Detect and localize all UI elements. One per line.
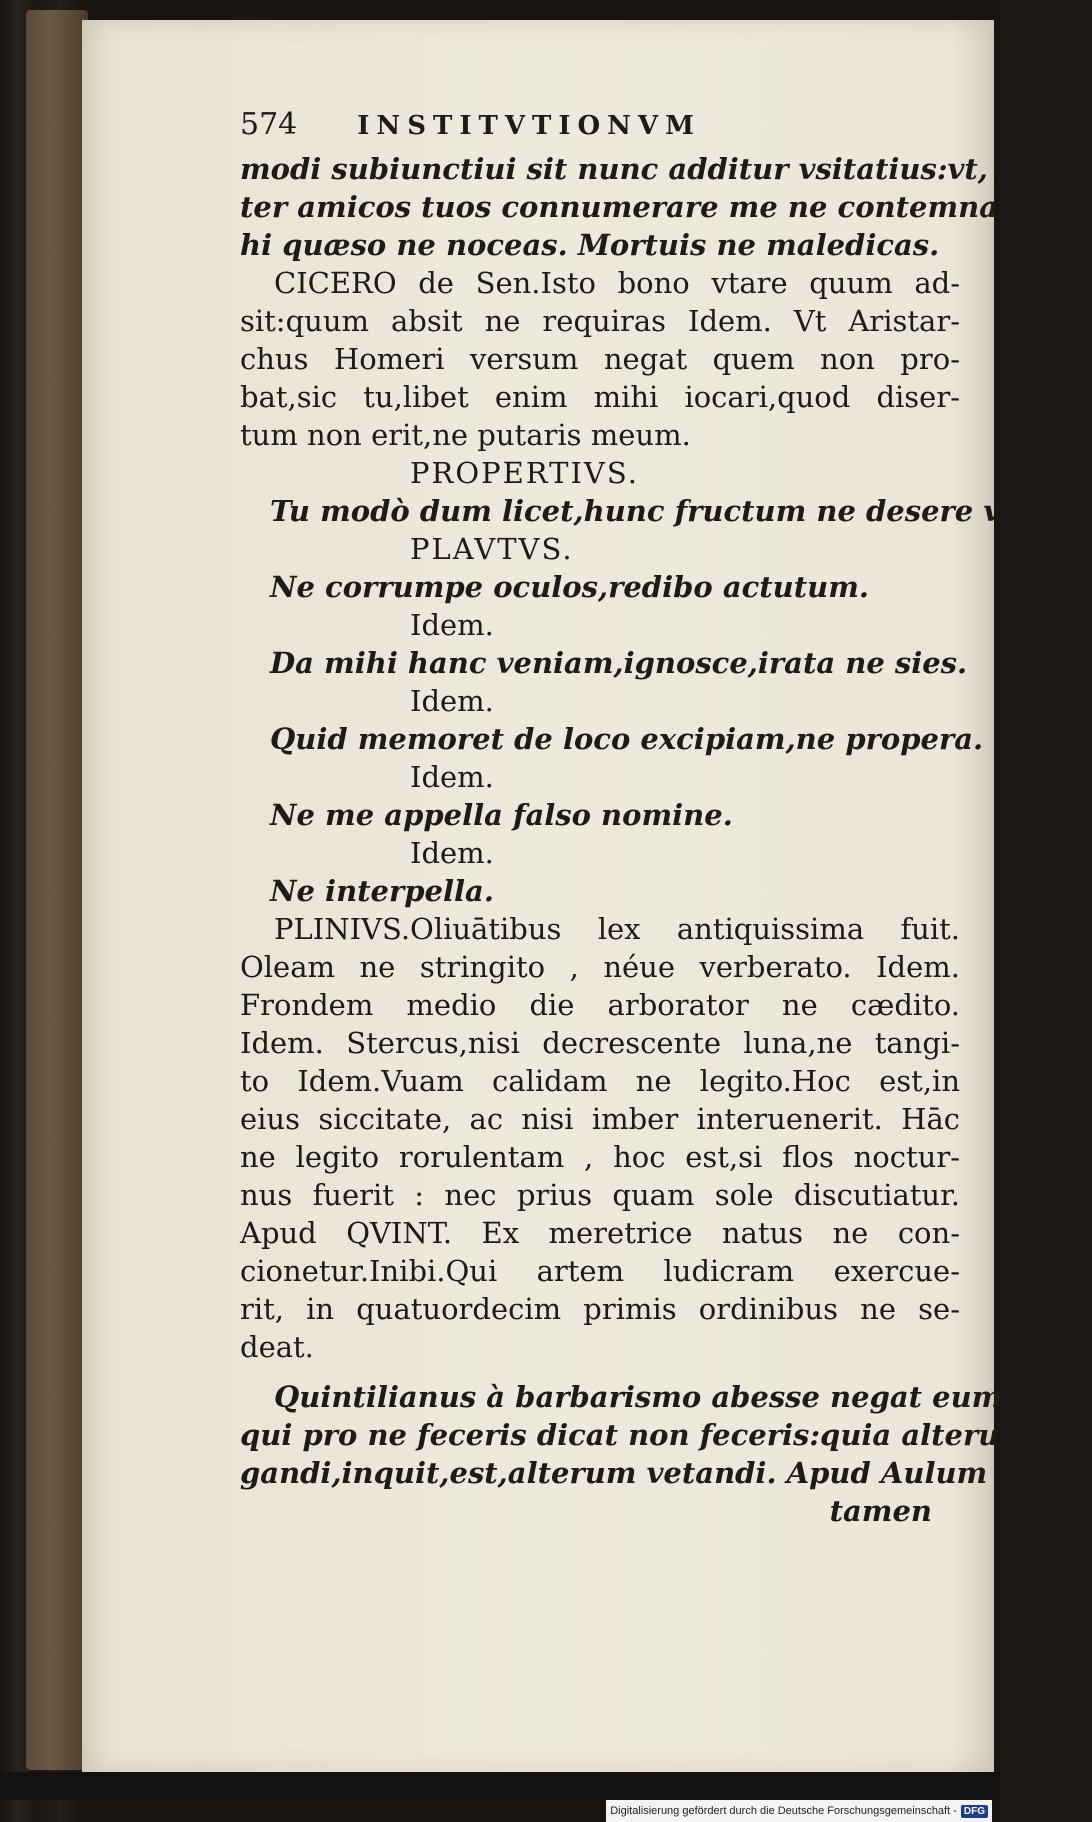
digitization-credit [606,1800,992,1822]
text-line: bat,sic tu,libet enim mihi iocari,quod diser- [240,380,960,414]
text-line: sit:quum absit ne requiras Idem. Vt Aristar- [240,304,960,338]
text-line: Idem. [410,836,494,870]
text-line: tum non erit,ne putaris meum. [240,418,691,452]
text-line: Quintilianus à barbarismo abesse negat eum [274,1380,1003,1414]
text-line: nus fuerit : nec prius quam sole discutiatur. [240,1178,960,1212]
text-line: Frondem medio die arborator ne cædito. [240,988,960,1022]
text-line: qui pro ne feceris dicat non feceris:quia alterum ne- [240,1418,1092,1452]
text-line: cionetur.Inibi.Qui artem ludicram exercue- [240,1254,960,1288]
text-line: chus Homeri versum negat quem non pro- [240,342,960,376]
text-line: to Idem.Vuam calidam ne legito.Hoc est,in [240,1064,960,1098]
text-line: Apud QVINT. Ex meretrice natus ne con- [240,1216,960,1250]
paragraph-gap [240,1366,960,1378]
text-line: Ne corrumpe oculos,redibo actutum. [270,570,870,604]
text-line: Idem. [410,760,494,794]
text-line: ter amicos tuos connumerare me ne contemnas.Mi- [240,190,1080,224]
text-line: Idem. [410,608,494,642]
text-line: Idem. Stercus,nisi decrescente luna,ne tangi- [240,1026,960,1060]
text-line: deat. [240,1330,314,1364]
text-line: hi quæso ne noceas. Mortuis ne maledicas. [240,228,940,262]
text-line: eius siccitate, ac nisi imber interuenerit. Hāc [240,1102,960,1136]
scan-bottom-band [0,1772,1000,1800]
text-line: tamen [829,1494,932,1528]
page-header [240,100,960,150]
text-line: CICERO de Sen.Isto bono vtare quum ad- [274,266,960,300]
text-line: modi subiunctiui sit nunc additur vsitatius:vt, In- [240,152,1045,186]
text-line: PLINIVS.Oliuātibus lex antiquissima fuit. [274,912,960,946]
book-cover-edge [26,10,88,1770]
text-line: gandi,inquit,est,alterum vetandi. Apud Aulum [240,1456,988,1490]
text-lines [240,150,1092,1530]
credit-text: Digitalisierung gefördert durch die Deutsche Forschungsgemeinschaft - [610,1805,957,1817]
text-line: Ne interpella. [270,874,494,908]
text-line: ne legito rorulentam , hoc est,si flos noctur- [240,1140,960,1174]
text-line: PROPERTIVS. [410,456,639,490]
text-line: Ne me appella falso nomine. [270,798,733,832]
text-line: PLAVTVS. [410,532,574,566]
page-text-block [240,100,1092,1530]
text-line: Quid memoret de loco excipiam,ne propera. [270,722,984,756]
text-line: Tu modò dum licet,hunc fructum ne desere vitæ. [270,494,1062,528]
text-line: rit, in quatuordecim primis ordinibus ne se- [240,1292,960,1326]
text-line: Da mihi hanc veniam,ignosce,irata ne sies. [270,646,968,680]
running-head: INSTITVTIONVM [357,111,701,141]
dfg-logo: DFG [961,1805,988,1818]
page-number: 574 [240,107,298,142]
text-line: Idem. [410,684,494,718]
text-line: Oleam ne stringito , néue verberato. Idem. [240,950,960,984]
